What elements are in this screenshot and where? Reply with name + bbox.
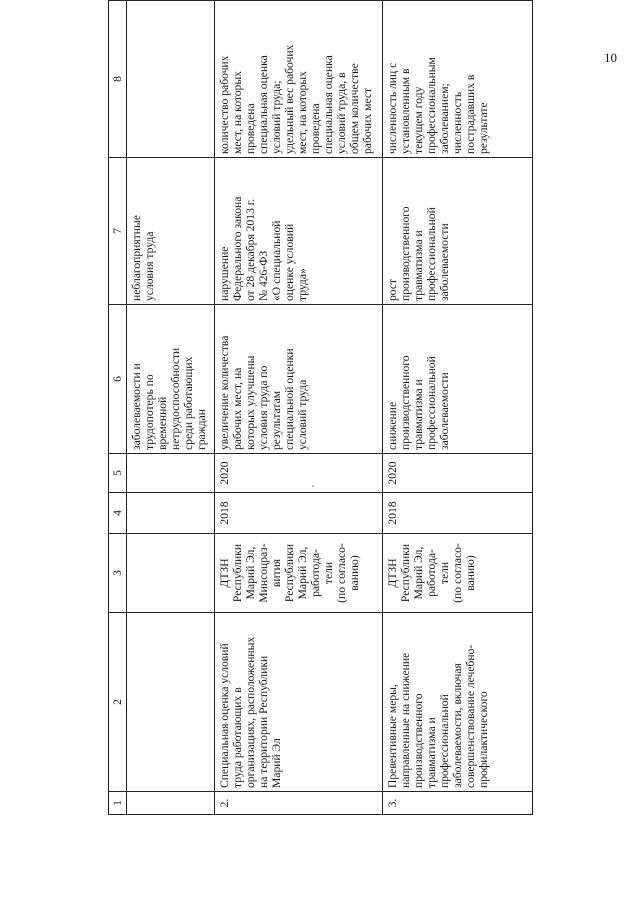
cell-line: нетрудоспособности: [169, 347, 182, 450]
cell-line: проведена: [244, 103, 257, 154]
column-header: 8: [109, 1, 127, 158]
cell-line: ДТЗН: [386, 558, 399, 588]
cell-line: направленные на снижение: [399, 652, 412, 788]
executor-cell: [127, 534, 215, 613]
column-header: 6: [109, 305, 127, 454]
cell-line: трудопотерь по: [143, 374, 156, 450]
cell-line: профессиональным: [425, 57, 438, 154]
cell-line: заболеваемости, включая: [451, 663, 464, 788]
cell-line: пострадавших в: [464, 74, 477, 154]
cell-line: результате: [477, 102, 490, 154]
cell-line: условий труда;: [270, 80, 283, 154]
cell-line: установленным в: [399, 68, 412, 154]
cell-line: условия труда по: [257, 365, 270, 450]
column-header: 4: [109, 493, 127, 534]
cell-line: (по согласо-: [451, 543, 464, 603]
cell-line: мест, на которых: [231, 71, 244, 154]
cell-line: количество рабочих: [218, 55, 231, 154]
table-row: [215, 1, 383, 815]
cell-line: Марий Эл,: [296, 546, 309, 600]
cell-line: общем количестве: [348, 63, 361, 154]
end-year-cell: 2020: [215, 454, 383, 493]
cell-line: результатам: [270, 390, 283, 450]
cell-line: снижение: [386, 401, 399, 450]
start-year-cell: 2018: [215, 493, 383, 534]
cell-line: оценке условий: [283, 223, 296, 301]
table-row: [127, 1, 215, 815]
cell-line: ванию): [348, 555, 361, 591]
cell-line: ДТЗН: [218, 558, 231, 588]
cell-line: текущем году: [412, 86, 425, 154]
consequence-cell: [127, 158, 215, 305]
cell-line: условий труда: [296, 379, 309, 450]
cell-line: численность лиц с: [386, 62, 399, 154]
cell-line: Республики: [283, 543, 296, 603]
cell-line: профессиональной: [438, 694, 451, 788]
cell-line: производственного: [399, 355, 412, 450]
cell-line: Специальная оценка условий: [218, 643, 231, 788]
page-number: 10: [604, 50, 617, 65]
table-header-row: [109, 1, 127, 815]
cell-line: условия труда: [143, 231, 156, 301]
cell-line: Минсоцраз-: [257, 543, 270, 603]
cell-line: Федерального закона: [231, 196, 244, 301]
cell-line: специальная оценка: [322, 55, 335, 154]
cell-line: на территории Республики: [257, 655, 270, 788]
cell-line: тели: [322, 561, 335, 585]
cell-line: № 426-ФЗ: [257, 250, 270, 301]
cell-line: рабочих мест, на: [231, 367, 244, 450]
end-year-cell: 2020: [383, 454, 533, 493]
cell-line: совершенствование лечебно-: [464, 644, 477, 788]
row-number-cell: [127, 792, 215, 815]
cell-line: организациях, расположенных: [244, 636, 257, 788]
cell-line: удельный вес рабочих: [283, 44, 296, 154]
cell-line: специальная оценка: [257, 55, 270, 154]
cell-line: работода-: [309, 549, 322, 597]
cell-line: тели: [438, 561, 451, 585]
cell-line: от 28 декабря 2013 г.: [244, 198, 257, 301]
cell-line: производственного: [399, 206, 412, 301]
cell-line: профилактического: [477, 691, 490, 788]
expected-result-cell: [127, 305, 215, 454]
cell-line: Марий Эл: [270, 738, 283, 788]
column-header: 5: [109, 454, 127, 493]
cell-line: (по согласо-: [335, 543, 348, 603]
cell-line: нарушение: [218, 246, 231, 301]
cell-line: Марий Эл,: [412, 546, 425, 600]
cell-line: Марий Эл,: [244, 546, 257, 600]
cell-line: травматизма и: [412, 230, 425, 301]
cell-line: проведена: [309, 103, 322, 154]
cell-line: Республики: [231, 543, 244, 603]
column-header: 2: [109, 613, 127, 792]
cell-line: профессиональной: [425, 207, 438, 301]
indicator-cell: [215, 1, 383, 158]
expected-result-cell: [383, 305, 533, 454]
cell-line: среди работающих: [182, 356, 195, 450]
cell-line: временной: [156, 396, 169, 450]
cell-line: заболеванием;: [438, 83, 451, 154]
cell-line: ванию): [464, 555, 477, 591]
measure-cell: [215, 613, 383, 792]
end-year-cell: [127, 454, 215, 493]
cell-line: неблагоприятные: [130, 215, 143, 301]
consequence-cell: [215, 158, 383, 305]
cell-line: травматизма и: [412, 379, 425, 450]
cell-line: заболеваемости: [438, 372, 451, 450]
row-number-cell: 2.: [215, 792, 383, 815]
cell-line: специальной оценки: [283, 348, 296, 450]
cell-line: мест, на которых: [296, 71, 309, 154]
table-row: [383, 1, 533, 815]
measure-cell: [383, 613, 533, 792]
cell-line: труда работающих в: [231, 687, 244, 788]
cell-line: работода-: [425, 549, 438, 597]
measures-table: [108, 0, 533, 815]
column-header: 7: [109, 158, 127, 305]
consequence-cell: [383, 158, 533, 305]
cell-line: вития: [270, 558, 283, 588]
cell-line: производственного: [412, 693, 425, 788]
start-year-cell: [127, 493, 215, 534]
column-header: 1: [109, 792, 127, 815]
cell-line: рабочих мест: [361, 87, 374, 154]
executor-cell: [383, 534, 533, 613]
cell-line: травматизма и: [425, 717, 438, 788]
column-header: 3: [109, 534, 127, 613]
cell-line: которых улучшены: [244, 355, 257, 450]
cell-line: Превентивные меры,: [386, 684, 399, 788]
cell-line: «О специальной: [270, 220, 283, 301]
cell-line: профессиональной: [425, 356, 438, 450]
cell-line: увеличение количества: [218, 335, 231, 450]
start-year-cell: 2018: [383, 493, 533, 534]
executor-cell: [215, 534, 383, 613]
measure-cell: [127, 613, 215, 792]
cell-line: рост: [386, 278, 399, 301]
row-number-cell: 3.: [383, 792, 533, 815]
cell-line: Республики: [399, 543, 412, 603]
indicator-cell: [127, 1, 215, 158]
indicator-cell: [383, 1, 533, 158]
cell-line: численность: [451, 91, 464, 154]
cell-line: условий труда, в: [335, 72, 348, 154]
cell-line: граждан: [195, 409, 208, 450]
cell-line: заболеваемости и: [130, 363, 143, 450]
expected-result-cell: [215, 305, 383, 454]
cell-line: заболеваемости: [438, 223, 451, 301]
cell-line: труда»: [296, 268, 309, 301]
